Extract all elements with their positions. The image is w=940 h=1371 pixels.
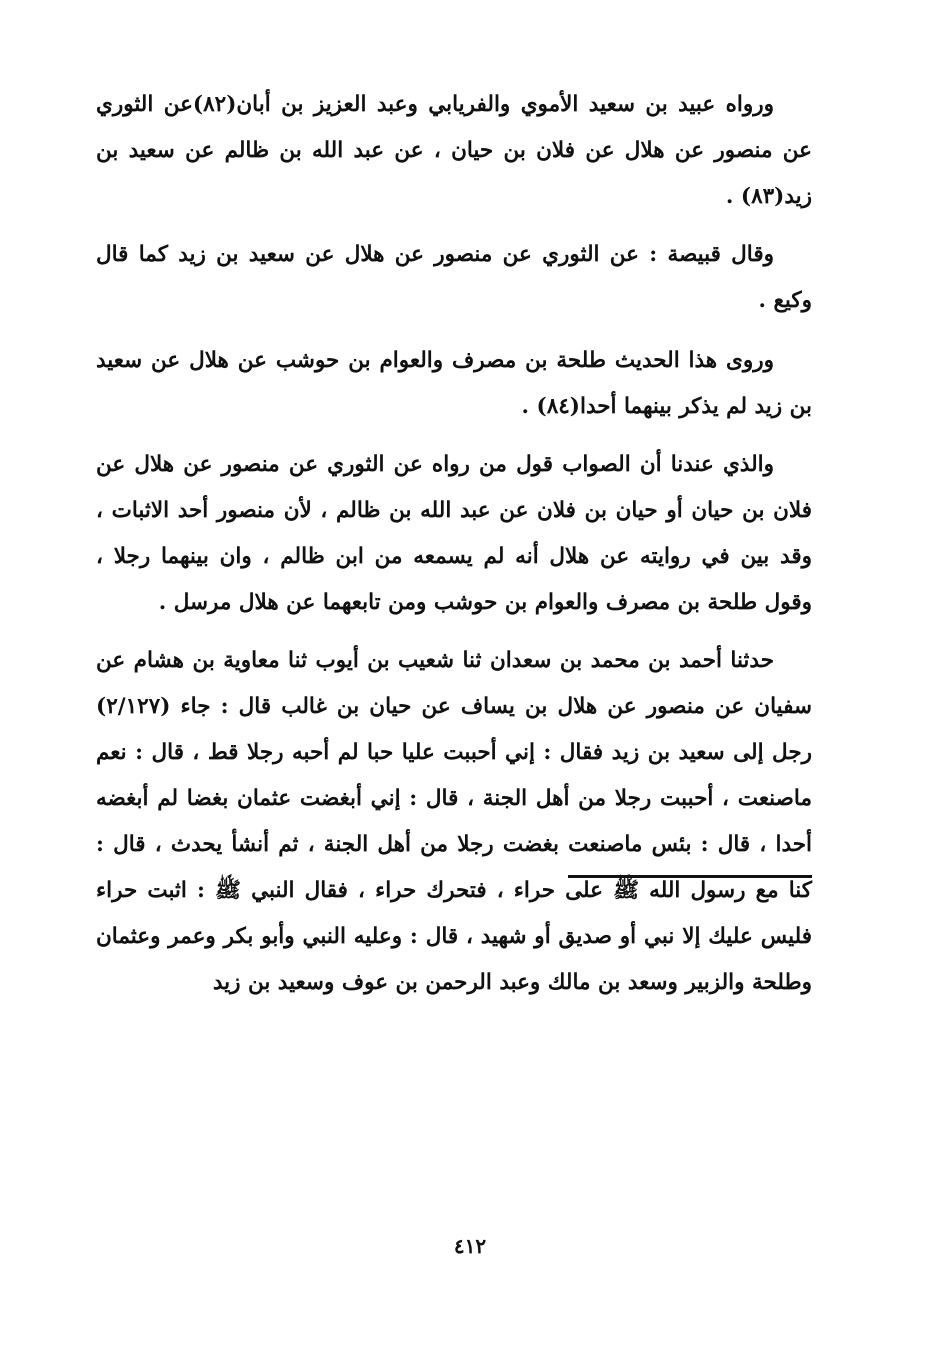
paragraph-1: ورواه عبيد بن سعيد الأموي والفريابي وعبد العزيز بن أبان(٨٢)عن الثوري عن منصور عن هلال عن فلان بن حيان ، عن عبد الله بن ظالم عن سعيد بن زيد(٨٣) . [96, 92, 812, 209]
page-number: ٤١٢ [453, 1234, 487, 1258]
paragraph-2: وقال قبيصة : عن الثوري عن منصور عن هلال عن سعيد بن زيد كما قال وكيع . [96, 242, 812, 313]
footnote-separator [568, 875, 812, 878]
paragraph-4: والذي عندنا أن الصواب قول من رواه عن الثوري عن منصور عن هلال عن فلان بن حيان أو حيان بن فلان عن عبد الله بن ظالم ، لأن منصور أحد الاثبات ، وقد بين في روايته عن هلال أنه لم يسمعه من ابن ظالم ، وان بينهما رجلا ، وقول طلحة بن مصرف والعوام بن حوشب ومن تابعهما عن هلال مرسل . [96, 452, 812, 615]
paragraph-3: وروى هذا الحديث طلحة بن مصرف والعوام بن حوشب عن هلال عن سعيد بن زيد لم يذكر بينهما أحدا(٨٤) . [96, 348, 812, 419]
paragraph-5: حدثنا أحمد بن محمد بن سعدان ثنا شعيب بن أيوب ثنا معاوية بن هشام عن سفيان عن منصور عن هلال بن يساف عن حيان بن غالب قال : جاء (٢/١٢٧) رجل إلى سعيد بن زيد فقال : إني أحببت عليا حبا لم أحبه رجلا قط ، قال : نعم ماصنعت ، أحببت رجلا من أهل الجنة ، قال : إني أبغضت عثمان بغضا لم أبغضه أحدا ، قال : بئس ماصنعت بغضت رجلا من أهل الجنة ، ثم أنشأ يحدث ، قال : كنا مع رسول الله ﷺ على حراء ، فتحرك حراء ، فقال النبي ﷺ : اثبت حراء فليس عليك إلا نبي أو صديق أو شهيد ، قال : وعليه النبي وأبو بكر وعمر وعثمان وطلحة والزبير وسعد بن مالك وعبد الرحمن بن عوف وسعيد بن زيد [96, 648, 812, 995]
